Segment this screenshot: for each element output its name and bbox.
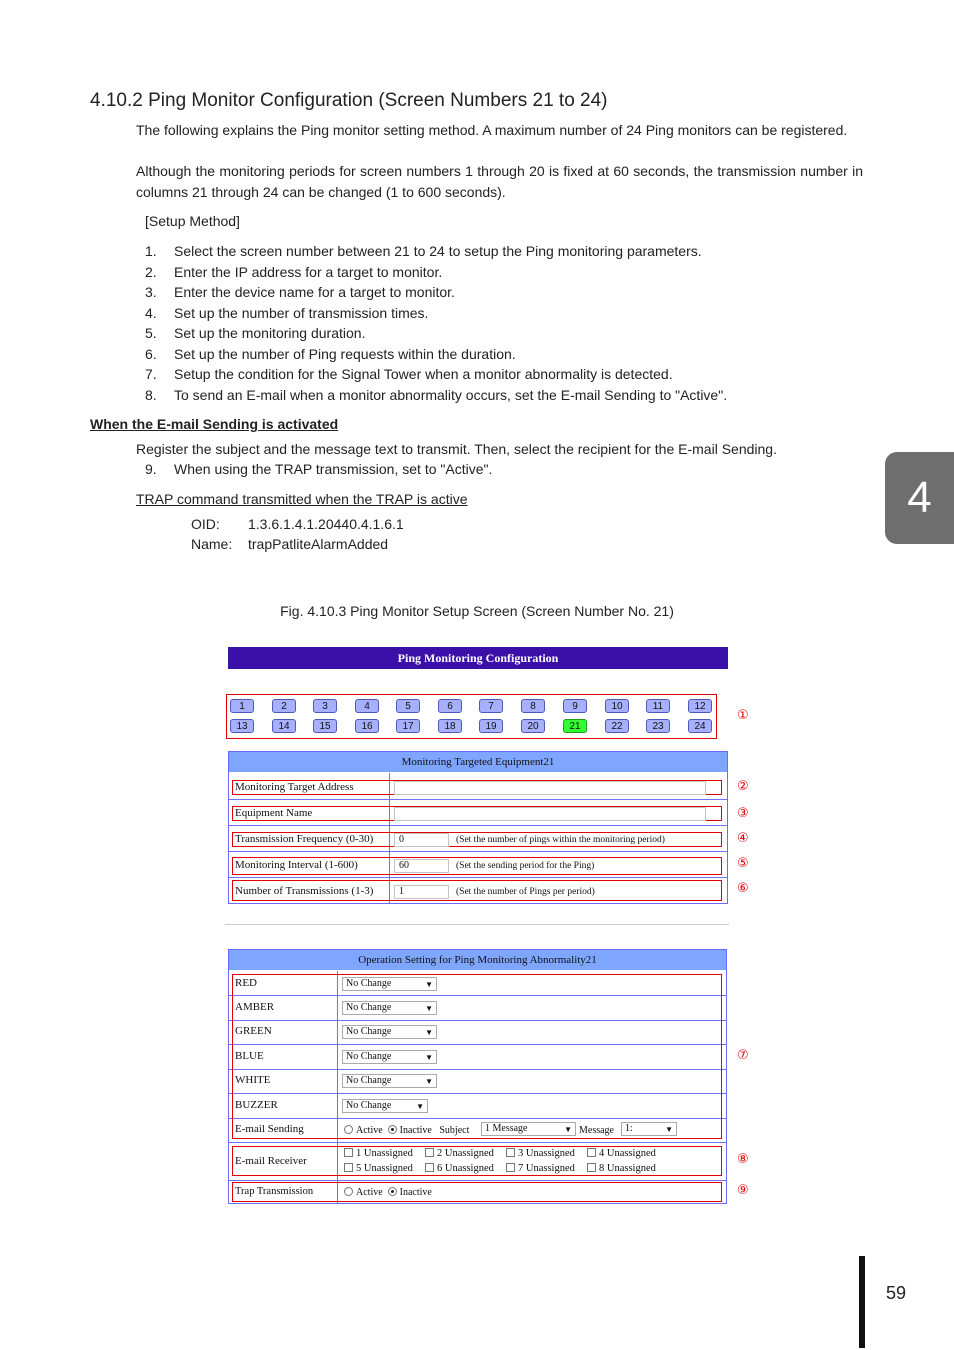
screen-button-6[interactable]: 6 [438, 699, 462, 713]
figure-caption: Fig. 4.10.3 Ping Monitor Setup Screen (Screen Number No. 21) [280, 603, 674, 619]
number-of-transmissions-label: Number of Transmissions (1-3) [235, 885, 374, 897]
trap-name-label: Name: [191, 536, 233, 552]
receiver-3[interactable]: 3 Unassigned [506, 1148, 575, 1159]
amber-select[interactable] [342, 1001, 437, 1015]
green-select-value: No Change [346, 1026, 392, 1037]
blue-select-value: No Change [346, 1051, 392, 1062]
chevron-down-icon: ▼ [425, 1077, 433, 1086]
screen-button-22[interactable]: 22 [605, 719, 629, 733]
white-select[interactable] [342, 1074, 437, 1088]
chevron-down-icon: ▼ [425, 1004, 433, 1013]
table-divider [229, 851, 727, 852]
screen-button-17[interactable]: 17 [396, 719, 420, 733]
chevron-down-icon: ▼ [416, 1102, 424, 1111]
section-separator [225, 924, 729, 925]
email-inactive-radio[interactable] [388, 1125, 397, 1134]
screen-button-10[interactable]: 10 [605, 699, 629, 713]
list-item [137, 385, 727, 406]
target-table-header: Monitoring Targeted Equipment21 [229, 752, 727, 772]
subject-label: Subject [439, 1125, 470, 1136]
step-text: Setup the condition for the Signal Tower when a monitor abnormality is detected. [174, 366, 673, 382]
green-label: GREEN [235, 1025, 272, 1037]
list-item [137, 344, 727, 365]
message-select[interactable] [621, 1122, 677, 1136]
setup-method-label: [Setup Method] [145, 213, 240, 229]
step-text: Set up the number of Ping requests within the duration. [174, 345, 516, 362]
screen-button-2[interactable]: 2 [272, 699, 296, 713]
blue-select[interactable] [342, 1050, 437, 1064]
chapter-tab: 4 [885, 452, 954, 544]
white-select-value: No Change [346, 1075, 392, 1086]
receiver-5[interactable]: 5 Unassigned [344, 1163, 413, 1174]
monitoring-target-address-label: Monitoring Target Address [235, 781, 354, 793]
step-number: 5. [145, 325, 157, 341]
monitoring-target-address-input[interactable] [394, 781, 706, 795]
section-heading: 4.10.2 Ping Monitor Configuration (Screen Numbers 21 to 24) [90, 90, 608, 111]
email-paragraph: Register the subject and the message text to transmit. Then, select the recipient for the E-mail Sending. [136, 441, 777, 457]
callout-8: ⑧ [737, 1152, 749, 1167]
trap-oid-label: OID: [191, 516, 220, 532]
subject-select-value: 1 Message [485, 1123, 528, 1134]
number-of-transmissions-hint: (Set the number of Pings per period) [456, 887, 595, 897]
receiver-5-checkbox [344, 1163, 353, 1172]
screen-button-16[interactable]: 16 [355, 719, 379, 733]
table-divider [229, 877, 727, 878]
transmission-frequency-label: Transmission Frequency (0-30) [235, 833, 374, 845]
message-label: Message [579, 1125, 614, 1136]
amber-label: AMBER [235, 1001, 275, 1013]
email-sending-radios [344, 1125, 469, 1136]
number-of-transmissions-input[interactable]: 1 [394, 885, 449, 899]
trap-active-radio[interactable] [344, 1187, 353, 1196]
email-inactive-label: Inactive [399, 1125, 432, 1136]
screen-button-15[interactable]: 15 [313, 719, 337, 733]
step-number: 3. [145, 284, 157, 300]
list-item [137, 262, 727, 283]
step-number: 2. [145, 263, 157, 280]
step-number: 7. [145, 366, 157, 382]
callout-4: ④ [737, 831, 749, 846]
white-label: WHITE [235, 1074, 271, 1086]
screen-button-21[interactable]: 21 [563, 719, 587, 733]
callout-3: ③ [737, 806, 749, 821]
receiver-8-checkbox [587, 1163, 596, 1172]
list-item [137, 323, 727, 344]
screen-button-20[interactable]: 20 [521, 719, 545, 733]
screen-button-1[interactable]: 1 [230, 699, 254, 713]
step-text: Set up the monitoring duration. [174, 325, 366, 341]
screen-button-19[interactable]: 19 [479, 719, 503, 733]
callout-7: ⑦ [737, 1048, 749, 1063]
receiver-6-checkbox [425, 1163, 434, 1172]
email-active-label: Active [356, 1125, 383, 1136]
trap-oid-value: 1.3.6.1.4.1.20440.4.1.6.1 [248, 516, 404, 532]
email-sending-label: E-mail Sending [235, 1123, 304, 1135]
screen-button-3[interactable]: 3 [313, 699, 337, 713]
trap-active-label: Active [356, 1187, 383, 1198]
monitoring-interval-label: Monitoring Interval (1-600) [235, 859, 358, 871]
screen-button-13[interactable]: 13 [230, 719, 254, 733]
screen-button-23[interactable]: 23 [646, 719, 670, 733]
screen-button-4[interactable]: 4 [355, 699, 379, 713]
receiver-2-checkbox [425, 1148, 434, 1157]
receiver-4[interactable]: 4 Unassigned [587, 1148, 656, 1159]
table-divider [229, 1180, 726, 1181]
screen-button-18[interactable]: 18 [438, 719, 462, 733]
email-receiver-label: E-mail Receiver [235, 1155, 307, 1167]
receiver-4-checkbox [587, 1148, 596, 1157]
step-text: Enter the IP address for a target to monitor. [174, 263, 443, 280]
buzzer-select-value: No Change [346, 1100, 392, 1111]
step-number: 8. [145, 386, 157, 403]
page-number-bar [859, 1256, 865, 1348]
chevron-down-icon: ▼ [425, 980, 433, 989]
lamp-settings-highlight [232, 974, 722, 1139]
screen-button-24[interactable]: 24 [688, 719, 712, 733]
list-item [137, 303, 727, 324]
red-label: RED [235, 977, 257, 989]
trap-transmission-label: Trap Transmission [235, 1186, 314, 1197]
trap-subheading: TRAP command transmitted when the TRAP is active [136, 491, 468, 507]
equipment-name-label: Equipment Name [235, 807, 313, 819]
screen-button-7[interactable]: 7 [479, 699, 503, 713]
trap-inactive-radio[interactable] [388, 1187, 397, 1196]
receiver-1-checkbox [344, 1148, 353, 1157]
buzzer-select[interactable] [342, 1099, 428, 1113]
red-select-value: No Change [346, 978, 392, 989]
list-item [137, 459, 492, 480]
receiver-1[interactable]: 1 Unassigned [344, 1148, 413, 1159]
operation-table-header: Operation Setting for Ping Monitoring Abnormality21 [229, 950, 726, 970]
callout-6: ⑥ [737, 881, 749, 896]
screen-button-9[interactable]: 9 [563, 699, 587, 713]
receiver-6[interactable]: 6 Unassigned [425, 1163, 494, 1174]
table-divider [229, 825, 727, 826]
red-select[interactable] [342, 977, 437, 991]
transmission-frequency-hint: (Set the number of pings within the monitoring period) [456, 835, 665, 845]
intro-paragraph-1: The following explains the Ping monitor setting method. A maximum number of 24 Ping monitors can be registered. [136, 122, 848, 138]
step-text: When using the TRAP transmission, set to "Active". [174, 461, 493, 477]
monitoring-interval-input[interactable]: 60 [394, 859, 449, 873]
step9-list [137, 459, 492, 480]
receiver-8[interactable]: 8 Unassigned [587, 1163, 656, 1174]
equipment-name-input[interactable] [394, 807, 706, 821]
receiver-2[interactable]: 2 Unassigned [425, 1148, 494, 1159]
step-number: 1. [145, 243, 157, 259]
email-active-radio[interactable] [344, 1125, 353, 1134]
step-number: 9. [145, 461, 157, 477]
subject-select[interactable] [481, 1122, 576, 1136]
blue-label: BLUE [235, 1050, 264, 1062]
table-divider [229, 799, 727, 800]
callout-9: ⑨ [737, 1183, 749, 1198]
callout-1: ① [737, 708, 749, 723]
receiver-7[interactable]: 7 Unassigned [506, 1163, 575, 1174]
step-number: 4. [145, 304, 157, 321]
chevron-down-icon: ▼ [425, 1053, 433, 1062]
trap-radios [344, 1187, 432, 1198]
screen-button-14[interactable]: 14 [272, 719, 296, 733]
monitoring-interval-hint: (Set the sending period for the Ping) [456, 861, 595, 871]
screen-button-12[interactable]: 12 [688, 699, 712, 713]
step-text: Enter the device name for a target to monitor. [174, 284, 455, 300]
trap-name-value: trapPatliteAlarmAdded [248, 536, 389, 552]
amber-select-value: No Change [346, 1002, 392, 1013]
step-text: Set up the number of transmission times. [174, 304, 429, 321]
buzzer-label: BUZZER [235, 1099, 278, 1111]
receiver-3-checkbox [506, 1148, 515, 1157]
screen-selector-highlight [226, 694, 717, 739]
screen-button-11[interactable]: 11 [646, 699, 670, 713]
green-select[interactable] [342, 1025, 437, 1039]
table-divider [229, 1142, 726, 1143]
config-banner: Ping Monitoring Configuration [228, 647, 728, 669]
intro-paragraph-2: Although the monitoring periods for screen numbers 1 through 20 is fixed at 60 seconds, the transmission number in columns 21 through 24 can be changed (1 to 600 seconds). [136, 163, 863, 200]
email-subheading: When the E-mail Sending is activated [90, 416, 339, 432]
chevron-down-icon: ▼ [425, 1028, 433, 1037]
list-item [137, 241, 727, 262]
receiver-7-checkbox [506, 1163, 515, 1172]
page-number: 59 [886, 1283, 907, 1303]
message-select-value: 1: [625, 1123, 633, 1134]
chevron-down-icon: ▼ [665, 1125, 673, 1134]
screen-button-8[interactable]: 8 [521, 699, 545, 713]
screen-button-5[interactable]: 5 [396, 699, 420, 713]
list-item [137, 282, 727, 303]
step-text: Select the screen number between 21 to 24 to setup the Ping monitoring parameters. [174, 243, 702, 259]
step-text: To send an E-mail when a monitor abnormality occurs, set the E-mail Sending to "Active". [174, 386, 728, 403]
list-item [137, 364, 727, 385]
trap-inactive-label: Inactive [399, 1187, 432, 1198]
callout-5: ⑤ [737, 856, 749, 871]
step-number: 6. [145, 345, 157, 362]
chevron-down-icon: ▼ [564, 1125, 572, 1134]
callout-2: ② [737, 779, 749, 794]
transmission-frequency-input[interactable]: 0 [394, 833, 449, 847]
setup-steps-list [137, 241, 727, 405]
